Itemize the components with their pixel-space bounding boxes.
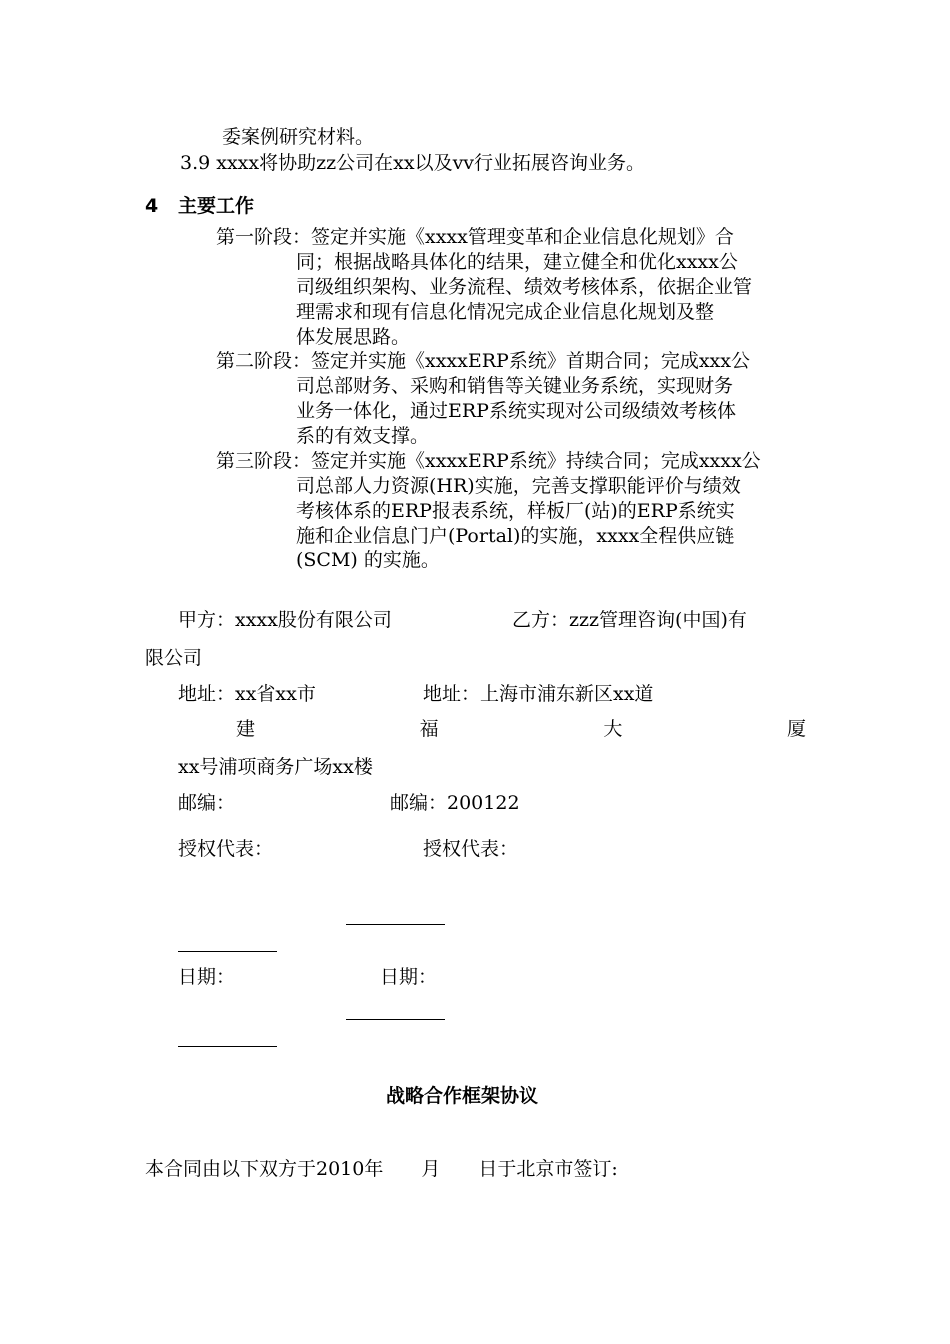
text-line: 委案例研究材料。	[222, 126, 375, 148]
date-a: 日期：	[178, 966, 236, 988]
text-line: 第二阶段：签定并实施《xxxxERP系统》首期合同；完成xxx公	[216, 350, 750, 372]
text-char: 厦	[786, 718, 806, 740]
party-a: 甲方：xxxx股份有限公司	[178, 609, 392, 631]
text-line: 系的有效支撑。	[296, 425, 430, 447]
text-line: 理需求和现有信息化情况完成企业信息化规划及整	[296, 301, 715, 323]
text-line: 考核体系的ERP报表系统，样板厂(站)的ERP系统实	[296, 500, 735, 522]
text-line: 司级组织架构、业务流程、绩效考核体系，依据企业管	[296, 276, 753, 298]
address-b-spread-line	[236, 717, 806, 742]
text-line: 施和企业信息门户(Portal)的实施，xxxx全程供应链	[296, 525, 735, 547]
text-line: 司总部财务、采购和销售等关键业务系统，实现财务	[296, 375, 734, 397]
text-line: 业务一体化，通过ERP系统实现对公司级绩效考核体	[296, 400, 736, 422]
date-line-b	[346, 1019, 445, 1020]
section-heading: 主要工作	[178, 195, 255, 217]
zip-a: 邮编：	[178, 792, 236, 814]
text-line: (SCM) 的实施。	[296, 549, 440, 571]
date-b: 日期：	[380, 966, 438, 988]
address-a: 地址：xx省xx市	[178, 683, 316, 705]
section-number: 4	[145, 195, 159, 217]
clause-3-9: 3.9 xxxx将协助zz公司在xx以及vv行业拓展咨询业务。	[180, 152, 646, 174]
party-b-continued: 限公司	[145, 647, 203, 669]
text-line: 同；根据战略具体化的结果，建立健全和优化xxxx公	[296, 251, 738, 273]
agreement-title: 战略合作框架协议	[386, 1085, 539, 1107]
signing-statement: 本合同由以下双方于2010年 月 日于北京市签订:	[145, 1158, 618, 1180]
representative-b: 授权代表：	[423, 838, 519, 860]
date-line-a	[178, 1046, 277, 1047]
text-char: 大	[603, 718, 623, 740]
text-line: 第一阶段：签定并实施《xxxx管理变革和企业信息化规划》合	[216, 226, 734, 248]
text-line: 第三阶段：签定并实施《xxxxERP系统》持续合同；完成xxxx公	[216, 450, 761, 472]
text-char: 福	[419, 718, 439, 740]
text-line: 体发展思路。	[296, 326, 411, 348]
zip-b: 邮编：200122	[390, 792, 520, 814]
signature-line-b	[346, 924, 445, 925]
representative-a: 授权代表：	[178, 838, 274, 860]
address-b: 地址：上海市浦东新区xx道	[423, 683, 654, 705]
address-b-continued: xx号浦项商务广场xx楼	[178, 756, 373, 778]
party-b: 乙方：zzz管理咨询(中国)有	[512, 609, 747, 631]
text-char: 建	[236, 718, 256, 740]
signature-line-a	[178, 951, 277, 952]
text-line: 司总部人力资源(HR)实施，完善支撑职能评价与绩效	[296, 475, 741, 497]
